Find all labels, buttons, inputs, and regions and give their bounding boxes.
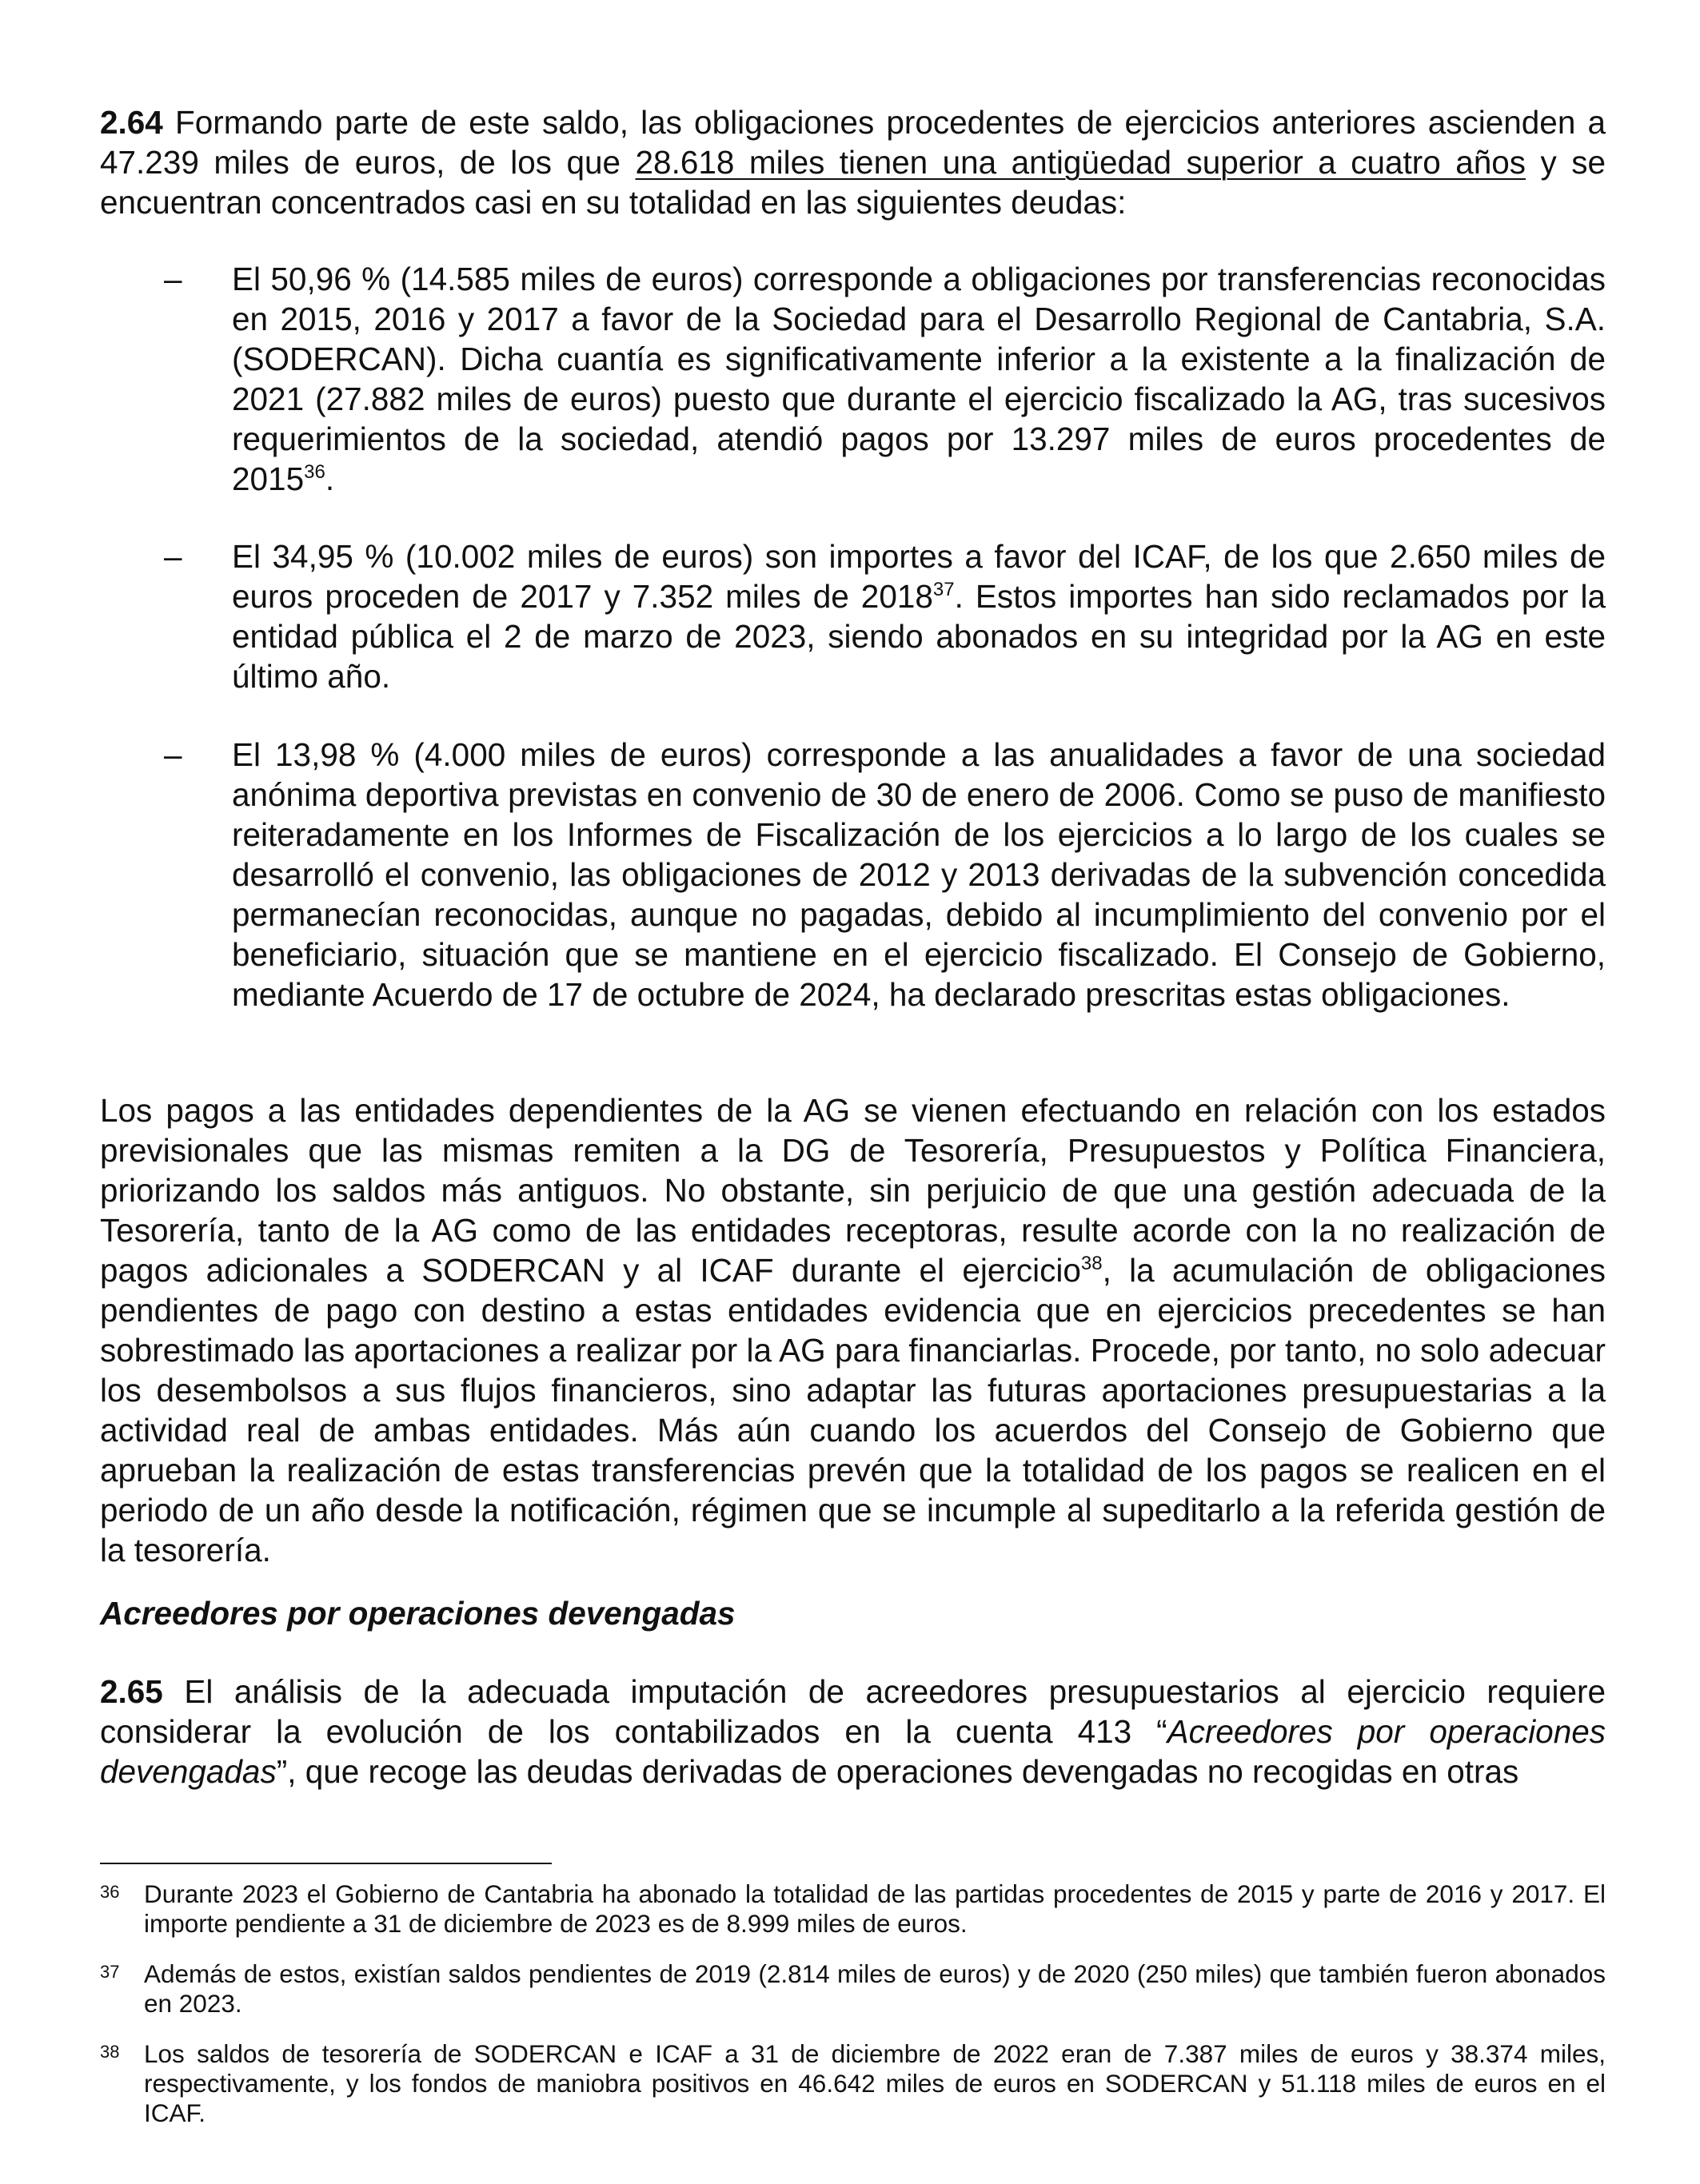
footnote-ref: 36 (304, 461, 325, 483)
paragraph-text: ”, que recoge las deudas derivadas de operaciones devengadas no recogidas en otras (276, 1753, 1519, 1790)
section-heading: Acreedores por operaciones devengadas (100, 1595, 736, 1632)
list-item-body: El 13,98 % (4.000 miles de euros) corresponde a las anualidades a favor de una sociedad anónima deportiva previstas en convenio de 30 de enero de 2006. Como se puso de manifiesto reiteradamente en los Informes de Fiscalización de los ejercicios a lo largo de los cuales se desarrolló el convenio, las obligaciones de 2012 y 2013 derivadas de la subvención concedida permanecían reconocidas, aunque no pagadas, debido al incumplimiento del convenio por el beneficiario, situación que se mantiene en el ejercicio fiscalizado. El Consejo de Gobierno, mediante Acuerdo de 17 de octubre de 2024, ha declarado prescritas estas obligaciones. (232, 736, 1606, 1013)
dash-bullet: – (164, 538, 182, 575)
paragraph-payments (100, 1090, 1606, 1570)
paragraph-number: 2.65 (100, 1673, 163, 1710)
list-item-body: El 50,96 % (14.585 miles de euros) corresponde a obligaciones por transferencias reconocidas en 2015, 2016 y 2017 a favor de la Sociedad para el Desarrollo Regional de Cantabria, S.A. (SODERCAN). Dicha cuantía es significativamente inferior a la existente a la finalización de 2021 (27.882 miles de euros) puesto que durante el ejercicio fiscalizado la AG, tras sucesivos requerimientos de la sociedad, atendió pagos por 13.297 miles de euros procedentes de 2015 (232, 261, 1606, 497)
dash-bullet: – (164, 736, 182, 773)
footnote-ref: 38 (1080, 1253, 1103, 1274)
footnote-number: 36 (100, 1882, 120, 1902)
paragraph-2-65 (100, 1672, 1606, 1791)
footnote-text: Durante 2023 el Gobierno de Cantabria ha abonado la totalidad de las partidas procedentes de 2015 y parte de 2016 y 2017. El importe pendiente a 31 de diciembre de 2023 es de 8.999 miles de euros. (144, 1879, 1606, 1938)
list-item-tail: . (325, 460, 335, 497)
italic-account-name: Acreedores por operaciones devengadas (100, 1713, 1606, 1790)
list-item-text (232, 735, 1606, 1014)
footnote-separator (100, 1863, 552, 1864)
paragraph-text: , la acumulación de obligaciones pendientes de pago con destino a estas entidades evidencia que en ejercicios precedentes se han sobrestimado las aportaciones a realizar por la AG para financiarlas. Procede, por tanto, no solo adecuar los desembolsos a sus flujos financieros, sino adaptar las futuras aportaciones presupuestarias a la actividad real de ambas entidades. Más aún cuando los acuerdos del Consejo de Gobierno que aprueban la realización de estas transferencias prevén que la totalidad de los pagos se realicen en el periodo de un año desde la notificación, régimen que se incumple al supeditarlo a la referida gestión de la tesorería. (100, 1252, 1606, 1568)
paragraph-2-64 (100, 102, 1606, 222)
dash-bullet: – (164, 261, 182, 297)
list-item-body: El 34,95 % (10.002 miles de euros) son importes a favor del ICAF, de los que 2.650 miles de euros proceden de 2017 y 7.352 miles de 2018 (232, 538, 1606, 615)
list-item-text (232, 259, 1606, 499)
list-item-text (232, 536, 1606, 696)
underlined-text: 28.618 miles tienen una antigüedad superior a cuatro años (635, 144, 1526, 181)
paragraph-text: Los pagos a las entidades dependientes de la AG se vienen efectuando en relación con los estados previsionales que las mismas remiten a la DG de Tesorería, Presupuestos y Política Financiera, priorizando los saldos más antiguos. No obstante, sin perjuicio de que una gestión adecuada de la Tesorería, tanto de la AG como de las entidades receptoras, resulte acorde con la no realización de pagos adicionales a SODERCAN y al ICAF durante el ejercicio (100, 1092, 1606, 1289)
paragraph-text: El análisis de la adecuada imputación de acreedores presupuestarios al ejercicio requiere considerar la evolución de los contabilizados en la cuenta 413 “ (100, 1673, 1606, 1750)
paragraph-number: 2.64 (100, 104, 163, 141)
paragraph-text: y se encuentran concentrados casi en su totalidad en las siguientes deudas: (100, 144, 1606, 221)
footnote-ref: 37 (932, 579, 955, 600)
paragraph-text: Formando parte de este saldo, las obligaciones procedentes de ejercicios anteriores ascienden a 47.239 miles de euros, de los que (100, 104, 1606, 181)
list-item-tail: . Estos importes han sido reclamados por la entidad pública el 2 de marzo de 2023, siendo abonados en su integridad por la AG en este último año. (232, 578, 1606, 695)
footnote-text: Los saldos de tesorería de SODERCAN e ICAF a 31 de diciembre de 2022 eran de 7.387 miles de euros y 38.374 miles, respectivamente, y los fondos de maniobra positivos en 46.642 miles de euros en SODERCAN y 51.118 miles de euros en el ICAF. (144, 2039, 1606, 2127)
footnote-text: Además de estos, existían saldos pendientes de 2019 (2.814 miles de euros) y de 2020 (250 miles) que también fueron abonados en 2023. (144, 1959, 1606, 2018)
footnote-number: 38 (100, 2042, 120, 2062)
footnote-number: 37 (100, 1962, 120, 1982)
